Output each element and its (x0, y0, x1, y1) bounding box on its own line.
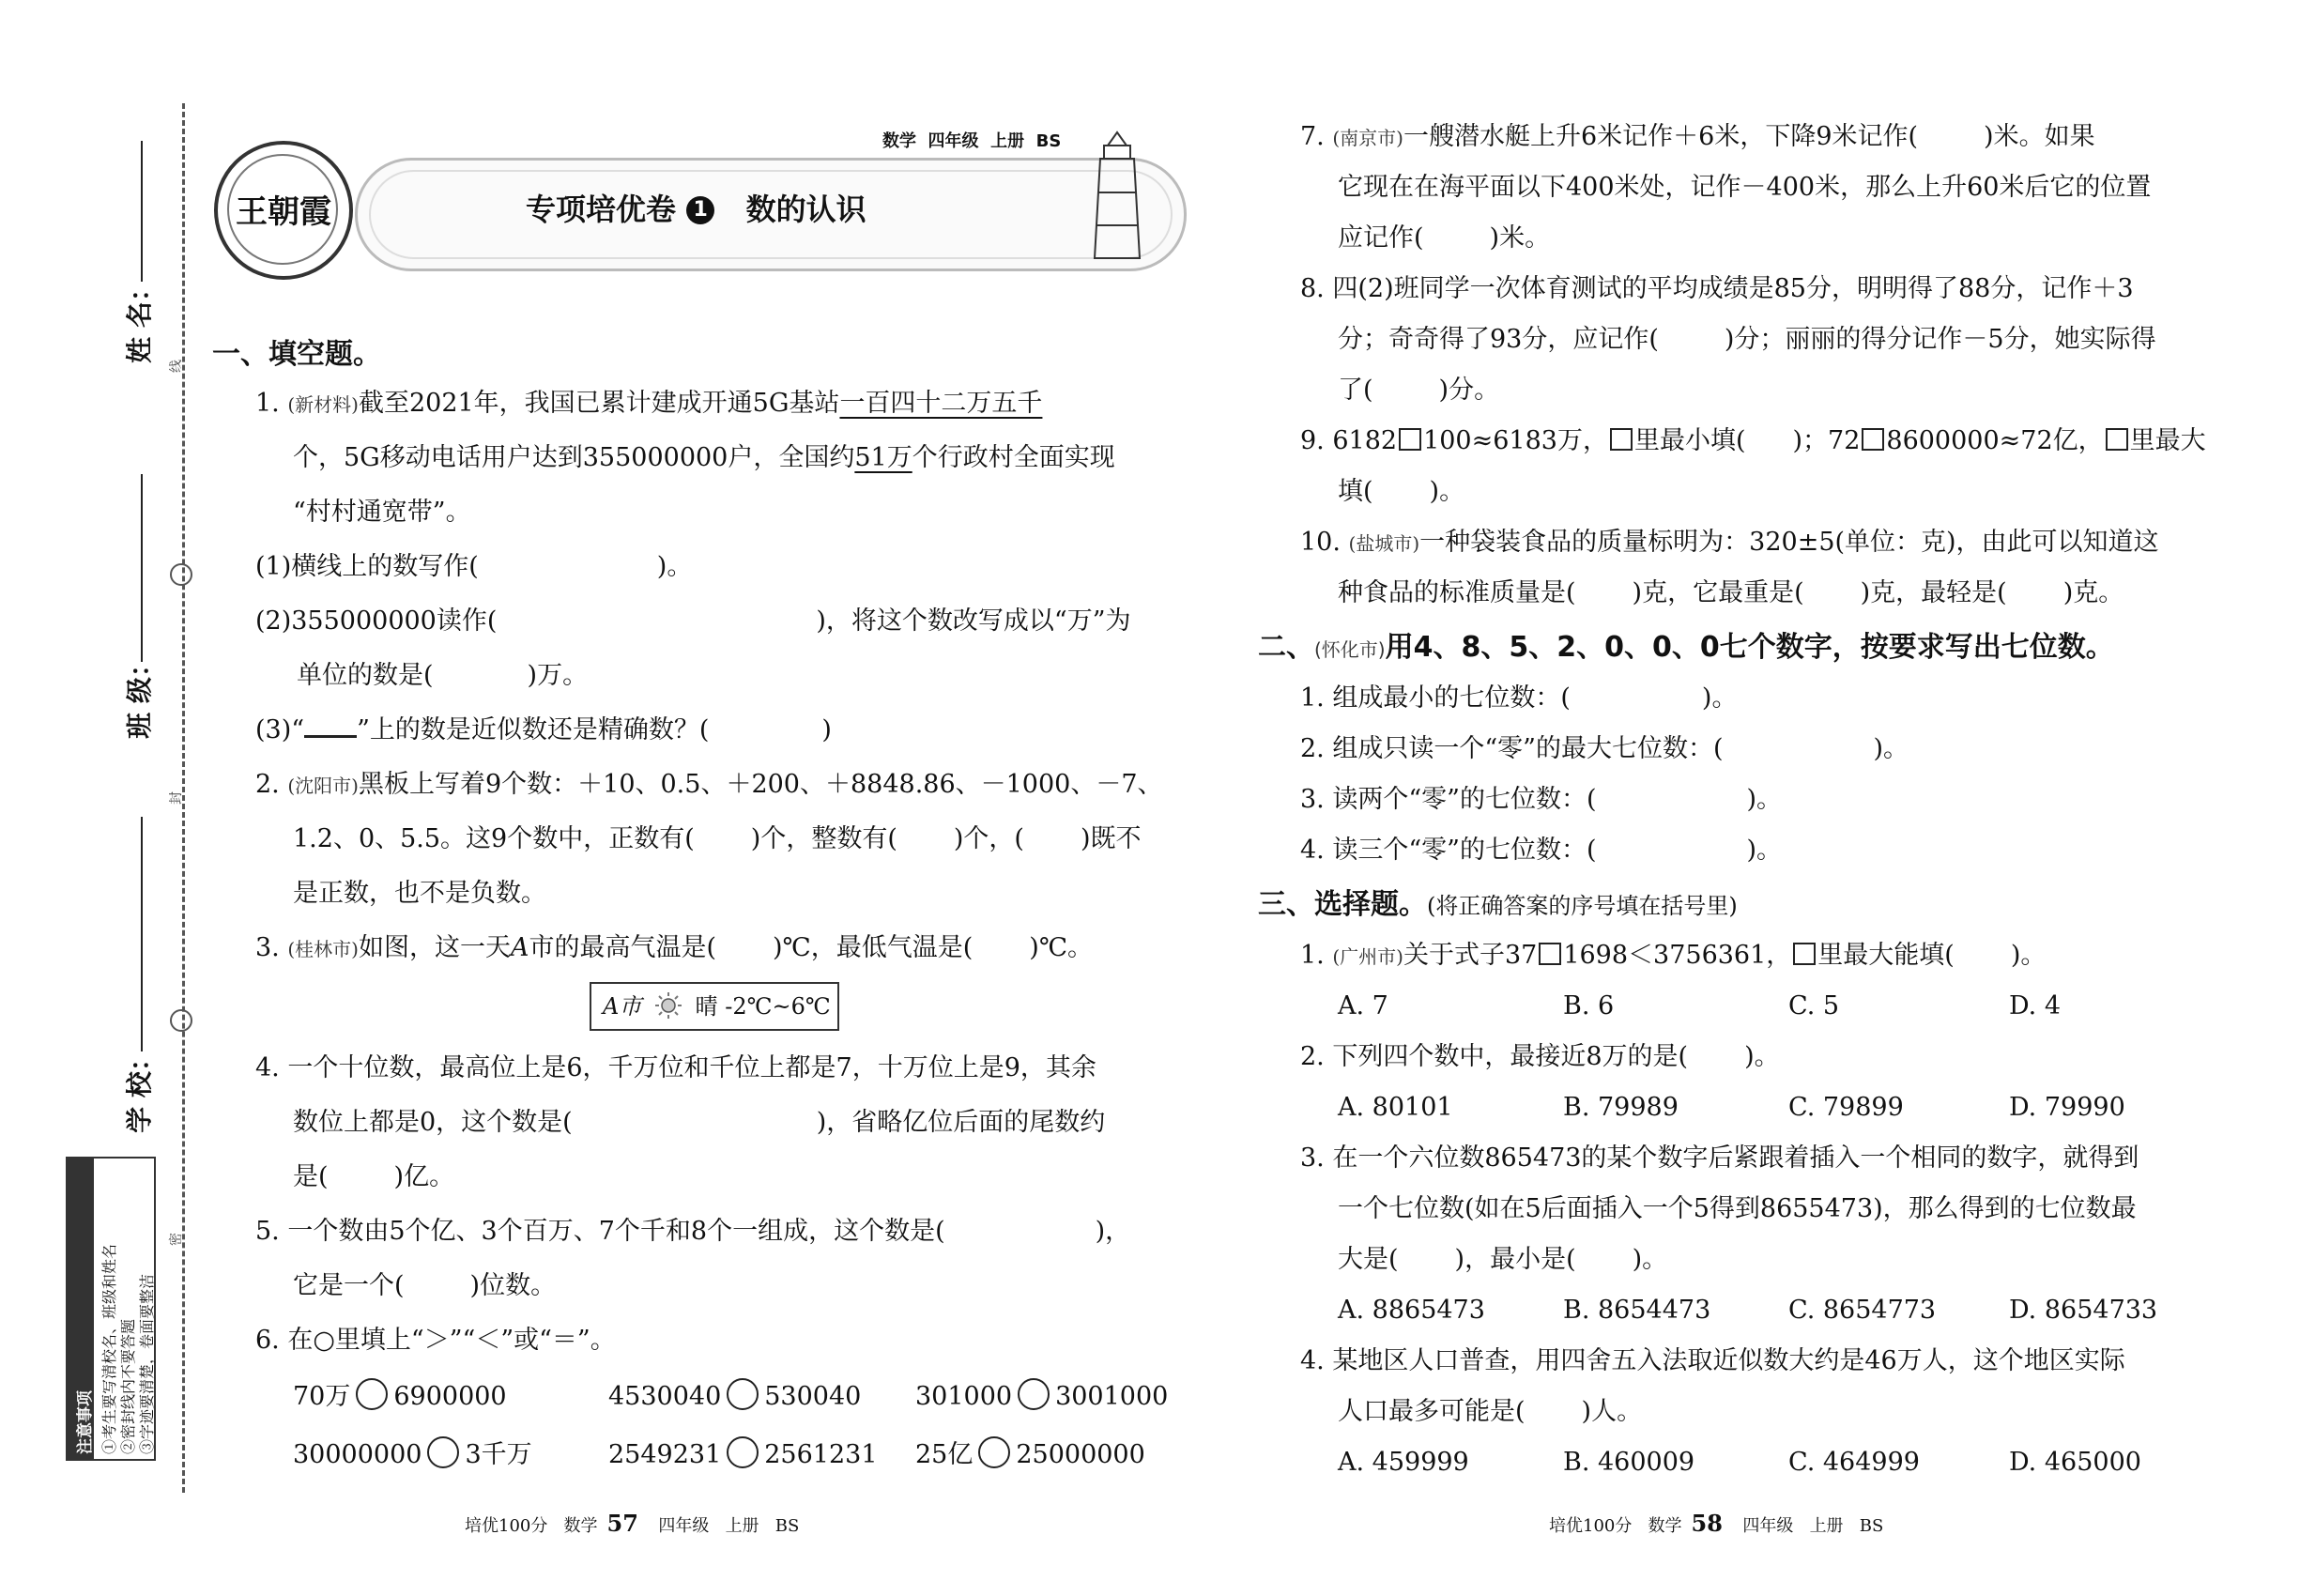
compare-item: 25亿 25000000 (915, 1431, 1145, 1480)
question-6-line: 6. 在○里填上“＞”“＜”或“＝”。 (255, 1326, 616, 1355)
compare-item: 301000 3001000 (915, 1373, 1168, 1421)
option-a[interactable]: A. 7 (1338, 991, 1388, 1021)
margin-mark-seal: 封 (169, 791, 184, 805)
section2-item: 4. 读三个“零”的七位数：( )。 (1300, 836, 1783, 865)
logo-text: 王朝霞 (236, 193, 331, 231)
compare-circle[interactable] (978, 1436, 1010, 1468)
option-a[interactable]: A. 80101 (1338, 1093, 1453, 1122)
option-c[interactable]: C. 464999 (1788, 1448, 1920, 1477)
note-item: ②密封线内不要答题 (119, 1318, 137, 1454)
binding-hole (170, 1009, 192, 1032)
choice-question-2: 2. 下列四个数中，最接近8万的是( )。 (1300, 1042, 1780, 1071)
choice-question-1: 1. (广州市)关于式子37 1698＜3756361， 里最大能填( )。 (1300, 941, 2047, 970)
question-1-line: “村村通宽带”。 (293, 498, 471, 527)
compare-circle[interactable] (1018, 1378, 1050, 1410)
name-label: 姓 名： (123, 275, 155, 363)
question-2-line: 2. (沈阳市)黑板上写着9个数：＋10、0.5、＋200、＋8848.86、－1000、－7、 (255, 770, 1163, 799)
class-label: 班 级： (123, 651, 155, 739)
page-number: 57 (606, 1510, 638, 1537)
section2-item: 1. 组成最小的七位数：( )。 (1300, 683, 1738, 713)
option-b[interactable]: B. 6 (1563, 991, 1615, 1021)
margin-mark-close: 密 (169, 1233, 184, 1246)
sun-icon (654, 991, 682, 1020)
section2-item: 3. 读两个“零”的七位数：( )。 (1300, 785, 1783, 814)
notes-title: 注意事项 (76, 1390, 95, 1454)
compare-item: 30000000 3千万 (293, 1431, 532, 1480)
question-10-line: 10. (盐城市)一种袋装食品的质量标明为：320±5(单位：克)，由此可以知道这 (1300, 528, 2159, 557)
choice-question-4: 人口最多可能是( )人。 (1338, 1397, 1643, 1426)
digit-box[interactable] (1399, 428, 1421, 451)
compare-circle[interactable] (727, 1378, 759, 1410)
page-footer: 培优100分 数学 57 四年级 上册 BS (465, 1510, 800, 1537)
page-footer: 培优100分 数学 58 四年级 上册 BS (1549, 1510, 1884, 1537)
question-9-line: 填( )。 (1338, 477, 1465, 506)
question-1-sub: (2)355000000读作( )，将这个数改写成以“万”为 (255, 606, 1131, 636)
option-b[interactable]: B. 79989 (1563, 1093, 1679, 1122)
page-number: 58 (1691, 1510, 1723, 1537)
option-d[interactable]: D. 79990 (2009, 1093, 2125, 1122)
section-title: 三、选择题。(将正确答案的序号填在括号里) (1258, 888, 1738, 921)
question-8-line: 了( )分。 (1338, 376, 1500, 405)
choice-question-3: 一个七位数(如在5后面插入一个5得到8655473)，那么得到的七位数最 (1338, 1194, 2137, 1223)
question-5-line: 5. 一个数由5个亿、3个百万、7个千和8个一组成，这个数是( )， (255, 1217, 1131, 1246)
question-10-line: 种食品的标准质量是( )克，它最重是( )克，最轻是( )克。 (1338, 578, 2124, 607)
question-1-sub: (1)横线上的数写作( )。 (255, 552, 693, 581)
choice-question-3: 大是( )，最小是( )。 (1338, 1245, 1668, 1274)
school-line[interactable] (141, 817, 143, 1051)
question-8-line: 分；奇奇得了93分，应记作( )分；丽丽的得分记作－5分，她实际得 (1338, 325, 2156, 354)
compare-item: 2549231 2561231 (608, 1431, 878, 1480)
section-title: 二、(怀化市)用4、8、5、2、0、0、0七个数字，按要求写出七位数。 (1258, 631, 2114, 664)
question-4-line: 4. 一个十位数，最高位上是6，千万位和千位上都是7，十万位上是9，其余 (255, 1053, 1096, 1082)
digit-box-ref (1793, 943, 1816, 965)
weather-box: A市 晴 -2℃~6℃ (590, 982, 839, 1031)
question-1-sub: 单位的数是( )万。 (297, 661, 589, 690)
question-4-line: 数位上都是0，这个数是( )，省略亿位后面的尾数约 (293, 1108, 1106, 1137)
option-b[interactable]: B. 460009 (1563, 1448, 1695, 1477)
header-meta: 数学 四年级 上册 BS (882, 131, 1062, 151)
option-c[interactable]: C. 79899 (1788, 1093, 1904, 1122)
question-4-line: 是( )亿。 (293, 1162, 455, 1191)
compare-item: 4530040 530040 (608, 1373, 861, 1421)
school-label: 学 校： (123, 1045, 155, 1133)
question-7-line: 应记作( )米。 (1338, 223, 1551, 253)
lighthouse-icon (1080, 127, 1155, 268)
compare-circle[interactable] (427, 1436, 459, 1468)
note-item: ③字迹要清楚，卷面要整洁 (138, 1273, 156, 1454)
compare-circle[interactable] (356, 1378, 388, 1410)
option-a[interactable]: A. 8865473 (1338, 1296, 1485, 1325)
choice-question-3: 3. 在一个六位数865473的某个数字后紧跟着插入一个相同的数字，就得到 (1300, 1143, 2139, 1173)
question-8-line: 8. 四(2)班同学一次体育测试的平均成绩是85分，明明得了88分，记作＋3 (1300, 274, 2134, 303)
option-d[interactable]: D. 465000 (2009, 1448, 2141, 1477)
page-title: 专项培优卷 1 数的认识 (526, 192, 866, 227)
question-2-line: 1.2、0、5.5。这9个数中，正数有( )个，整数有( )个，( )既不 (293, 824, 1142, 853)
option-d[interactable]: D. 4 (2009, 991, 2062, 1021)
question-5-line: 它是一个( )位数。 (293, 1271, 557, 1300)
choice-question-4: 4. 某地区人口普查，用四舍五入法取近似数大约是46万人，这个地区实际 (1300, 1346, 2125, 1375)
question-3-line: 3. (桂林市)如图，这一天A市的最高气温是( )℃，最低气温是( )℃。 (255, 933, 1094, 962)
question-7-line: 7. (南京市)一艘潜水艇上升6米记作＋6米，下降9米记作( )米。如果 (1300, 122, 2095, 151)
compare-circle[interactable] (727, 1436, 759, 1468)
option-c[interactable]: C. 5 (1788, 991, 1840, 1021)
option-c[interactable]: C. 8654773 (1788, 1296, 1937, 1325)
digit-box[interactable] (1862, 428, 1884, 451)
note-item: ①考生要写清校名、班级和姓名 (100, 1243, 118, 1454)
notes-box (66, 1157, 156, 1461)
question-9-line: 9. 6182 100≈6183万， 里最小填( )；72 8600000≈72亿， 里最大 (1300, 426, 2206, 455)
question-1-line: 1. (新材料)截至2021年，我国已累计建成开通5G基站一百四十二万五千 (255, 389, 1043, 418)
digit-box-ref (2106, 428, 2128, 451)
option-d[interactable]: D. 8654733 (2009, 1296, 2158, 1325)
option-b[interactable]: B. 8654473 (1563, 1296, 1711, 1325)
name-line[interactable] (141, 141, 143, 282)
class-line[interactable] (141, 474, 143, 662)
question-1-sub: (3)“ ”上的数是近似数还是精确数？( ) (255, 715, 832, 744)
digit-box-ref (1610, 428, 1633, 451)
digit-box-ref (1539, 943, 1561, 965)
notes-header (68, 1159, 94, 1459)
compare-item: 70万 6900000 (293, 1373, 507, 1421)
logo-badge (214, 141, 353, 280)
question-1-line: 个，5G移动电话用户达到355000000户，全国约51万个行政村全面实现 (293, 443, 1115, 472)
question-2-line: 是正数，也不是负数。 (293, 879, 546, 908)
title-badge: 1 (686, 196, 714, 224)
option-a[interactable]: A. 459999 (1338, 1448, 1469, 1477)
margin-mark-line: 线 (169, 360, 184, 373)
question-7-line: 它现在在海平面以下400米处，记作－400米，那么上升60米后它的位置 (1338, 173, 2152, 202)
binding-hole (170, 563, 192, 586)
section-title: 一、填空题。 (212, 338, 381, 371)
section2-item: 2. 组成只读一个“零”的最大七位数：( )。 (1300, 734, 1909, 763)
